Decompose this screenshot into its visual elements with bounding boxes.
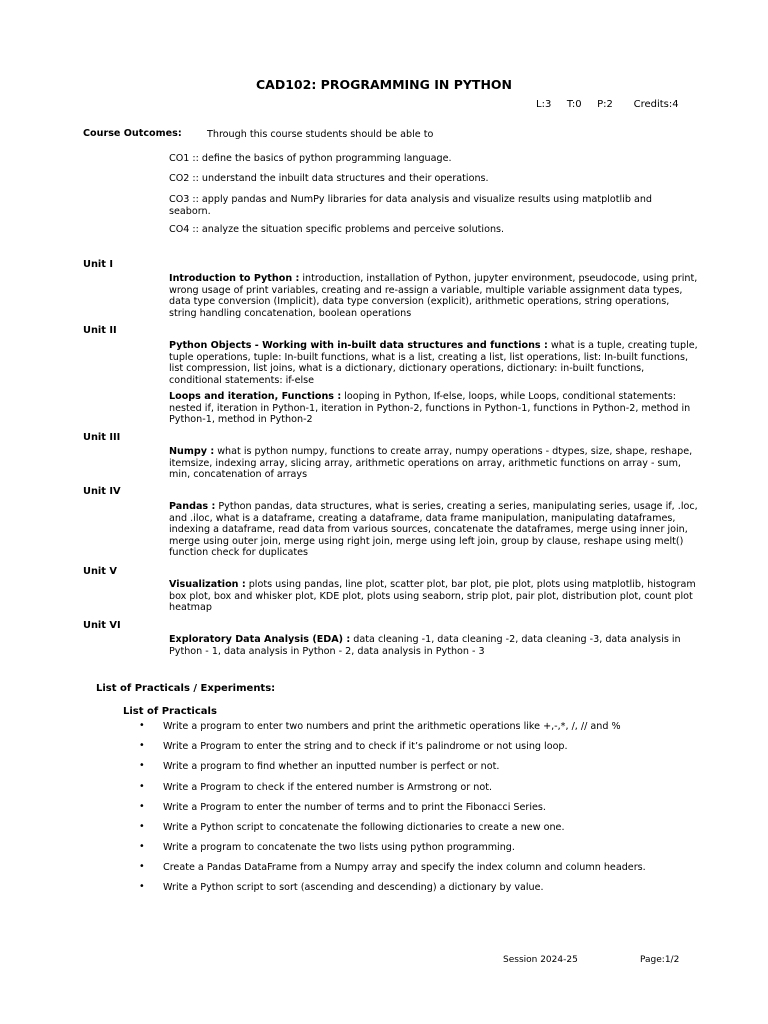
unit-label: Unit IV <box>83 486 121 497</box>
co-item: CO4 :: analyze the situation specific problems and perceive solutions. <box>169 224 505 235</box>
unit-label: Unit V <box>83 566 117 577</box>
practical-item: Write a Program to check if the entered number is Armstrong or not. <box>163 782 493 793</box>
bullet-icon: • <box>139 740 145 751</box>
course-outcomes-label: Course Outcomes: <box>83 128 182 139</box>
practicals-subheading: List of Practicals <box>123 706 217 717</box>
section-text: Python pandas, data structures, what is series, creating a series, manipulating series, usage if, .loc, and .iloc, what is a dataframe, creating a dataframe, data frame manipulation, manipulating dataframes, indexing a dataframe, read data from various sources, concatenate the dataframes, merge using inner join, merge using outer join, merge using right join, merge using left join, group by clause, reshape using melt() function check for duplicates <box>169 501 698 558</box>
unit-content <box>169 501 699 559</box>
unit-content <box>169 634 699 657</box>
section-heading: Exploratory Data Analysis (EDA) : <box>169 634 351 645</box>
co-item: CO2 :: understand the inbuilt data structures and their operations. <box>169 173 489 184</box>
section-heading: Visualization : <box>169 579 246 590</box>
section-text: introduction, installation of Python, jupyter environment, pseudocode, using print, wrong usage of print variables, creating and re-assign a variable, multiple variable assignment data types, data type conversion (Implicit), data type conversion (explicit), arithmetic operations, string operations, string handling concatenation, boolean operations <box>169 273 698 319</box>
bullet-icon: • <box>139 760 145 771</box>
section-text: looping in Python, If-else, loops, while Loops, conditional statements: nested if, iteration in Python-1, iteration in Python-2, functions in Python-1, functions in Python-2, method in Python-1, method in Python-2 <box>169 391 691 425</box>
section-text: what is a tuple, creating tuple, tuple operations, tuple: In-built functions, what is a list, creating a list, list operations, list: In-built functions, list compression, list joins, what is a dictionary, dictionary operations, dictionary: in-built functions, conditional statements: if-else <box>169 340 698 386</box>
practical-item: Write a program to concatenate the two lists using python programming. <box>163 842 515 853</box>
bullet-icon: • <box>139 841 145 852</box>
footer-session: Session 2024-25 <box>503 955 578 965</box>
unit-label: Unit I <box>83 259 114 270</box>
section-heading: Loops and iteration, Functions : <box>169 391 342 402</box>
bullet-icon: • <box>139 720 145 731</box>
practical-item: Write a Python script to sort (ascending and descending) a dictionary by value. <box>163 882 544 893</box>
practical-item: Write a program to enter two numbers and print the arithmetic operations like +,-,*, /, // and % <box>163 721 621 732</box>
unit-content <box>169 579 699 614</box>
bullet-icon: • <box>139 781 145 792</box>
unit-content <box>169 340 699 386</box>
section-text: data cleaning -1, data cleaning -2, data cleaning -3, data analysis in Python - 1, data analysis in Python - 2, data analysis in Python - 3 <box>169 634 681 657</box>
footer-page-number: Page:1/2 <box>640 955 680 965</box>
unit-label: Unit VI <box>83 620 121 631</box>
co-item: CO3 :: apply pandas and NumPy libraries for data analysis and visualize results using matplotlib and seaborn. <box>169 194 653 217</box>
practical-item: Write a Python script to concatenate the following dictionaries to create a new one. <box>163 822 565 833</box>
course-outcomes-intro: Through this course students should be able to <box>207 129 434 140</box>
section-heading: Introduction to Python : <box>169 273 300 284</box>
section-heading: Numpy : <box>169 446 215 457</box>
co-item: CO1 :: define the basics of python programming language. <box>169 153 452 164</box>
section-heading: Pandas : <box>169 501 216 512</box>
practicals-heading: List of Practicals / Experiments: <box>96 683 276 694</box>
practical-item: Write a Program to enter the string and to check if it’s palindrome or not using loop. <box>163 741 568 752</box>
unit-content <box>169 391 699 426</box>
practical-item: Write a Program to enter the number of terms and to print the Fibonacci Series. <box>163 802 546 813</box>
unit-label: Unit II <box>83 325 117 336</box>
section-text: plots using pandas, line plot, scatter plot, bar plot, pie plot, plots using matplotlib, histogram box plot, box and whisker plot, KDE plot, plots using seaborn, strip plot, pair plot, distribution plot, count plot heatmap <box>169 579 696 613</box>
unit-content <box>169 446 699 481</box>
bullet-icon: • <box>139 821 145 832</box>
bullet-icon: • <box>139 881 145 892</box>
practical-item: Write a program to find whether an inputted number is perfect or not. <box>163 761 500 772</box>
section-heading: Python Objects - Working with in-built data structures and functions : <box>169 340 548 351</box>
unit-content <box>169 273 699 319</box>
page-title: CAD102: PROGRAMMING IN PYTHON <box>256 77 512 92</box>
bullet-icon: • <box>139 861 145 872</box>
unit-label: Unit III <box>83 432 121 443</box>
section-text: what is python numpy, functions to create array, numpy operations - dtypes, size, shape, reshape, itemsize, indexing array, slicing array, arithmetic operations on array, arithmetic functions on array - sum, min, concatenation of arrays <box>169 446 693 480</box>
practical-item: Create a Pandas DataFrame from a Numpy array and specify the index column and column headers. <box>163 862 646 873</box>
bullet-icon: • <box>139 801 145 812</box>
credits-line: L:3 T:0 P:2 Credits:4 <box>536 99 679 110</box>
